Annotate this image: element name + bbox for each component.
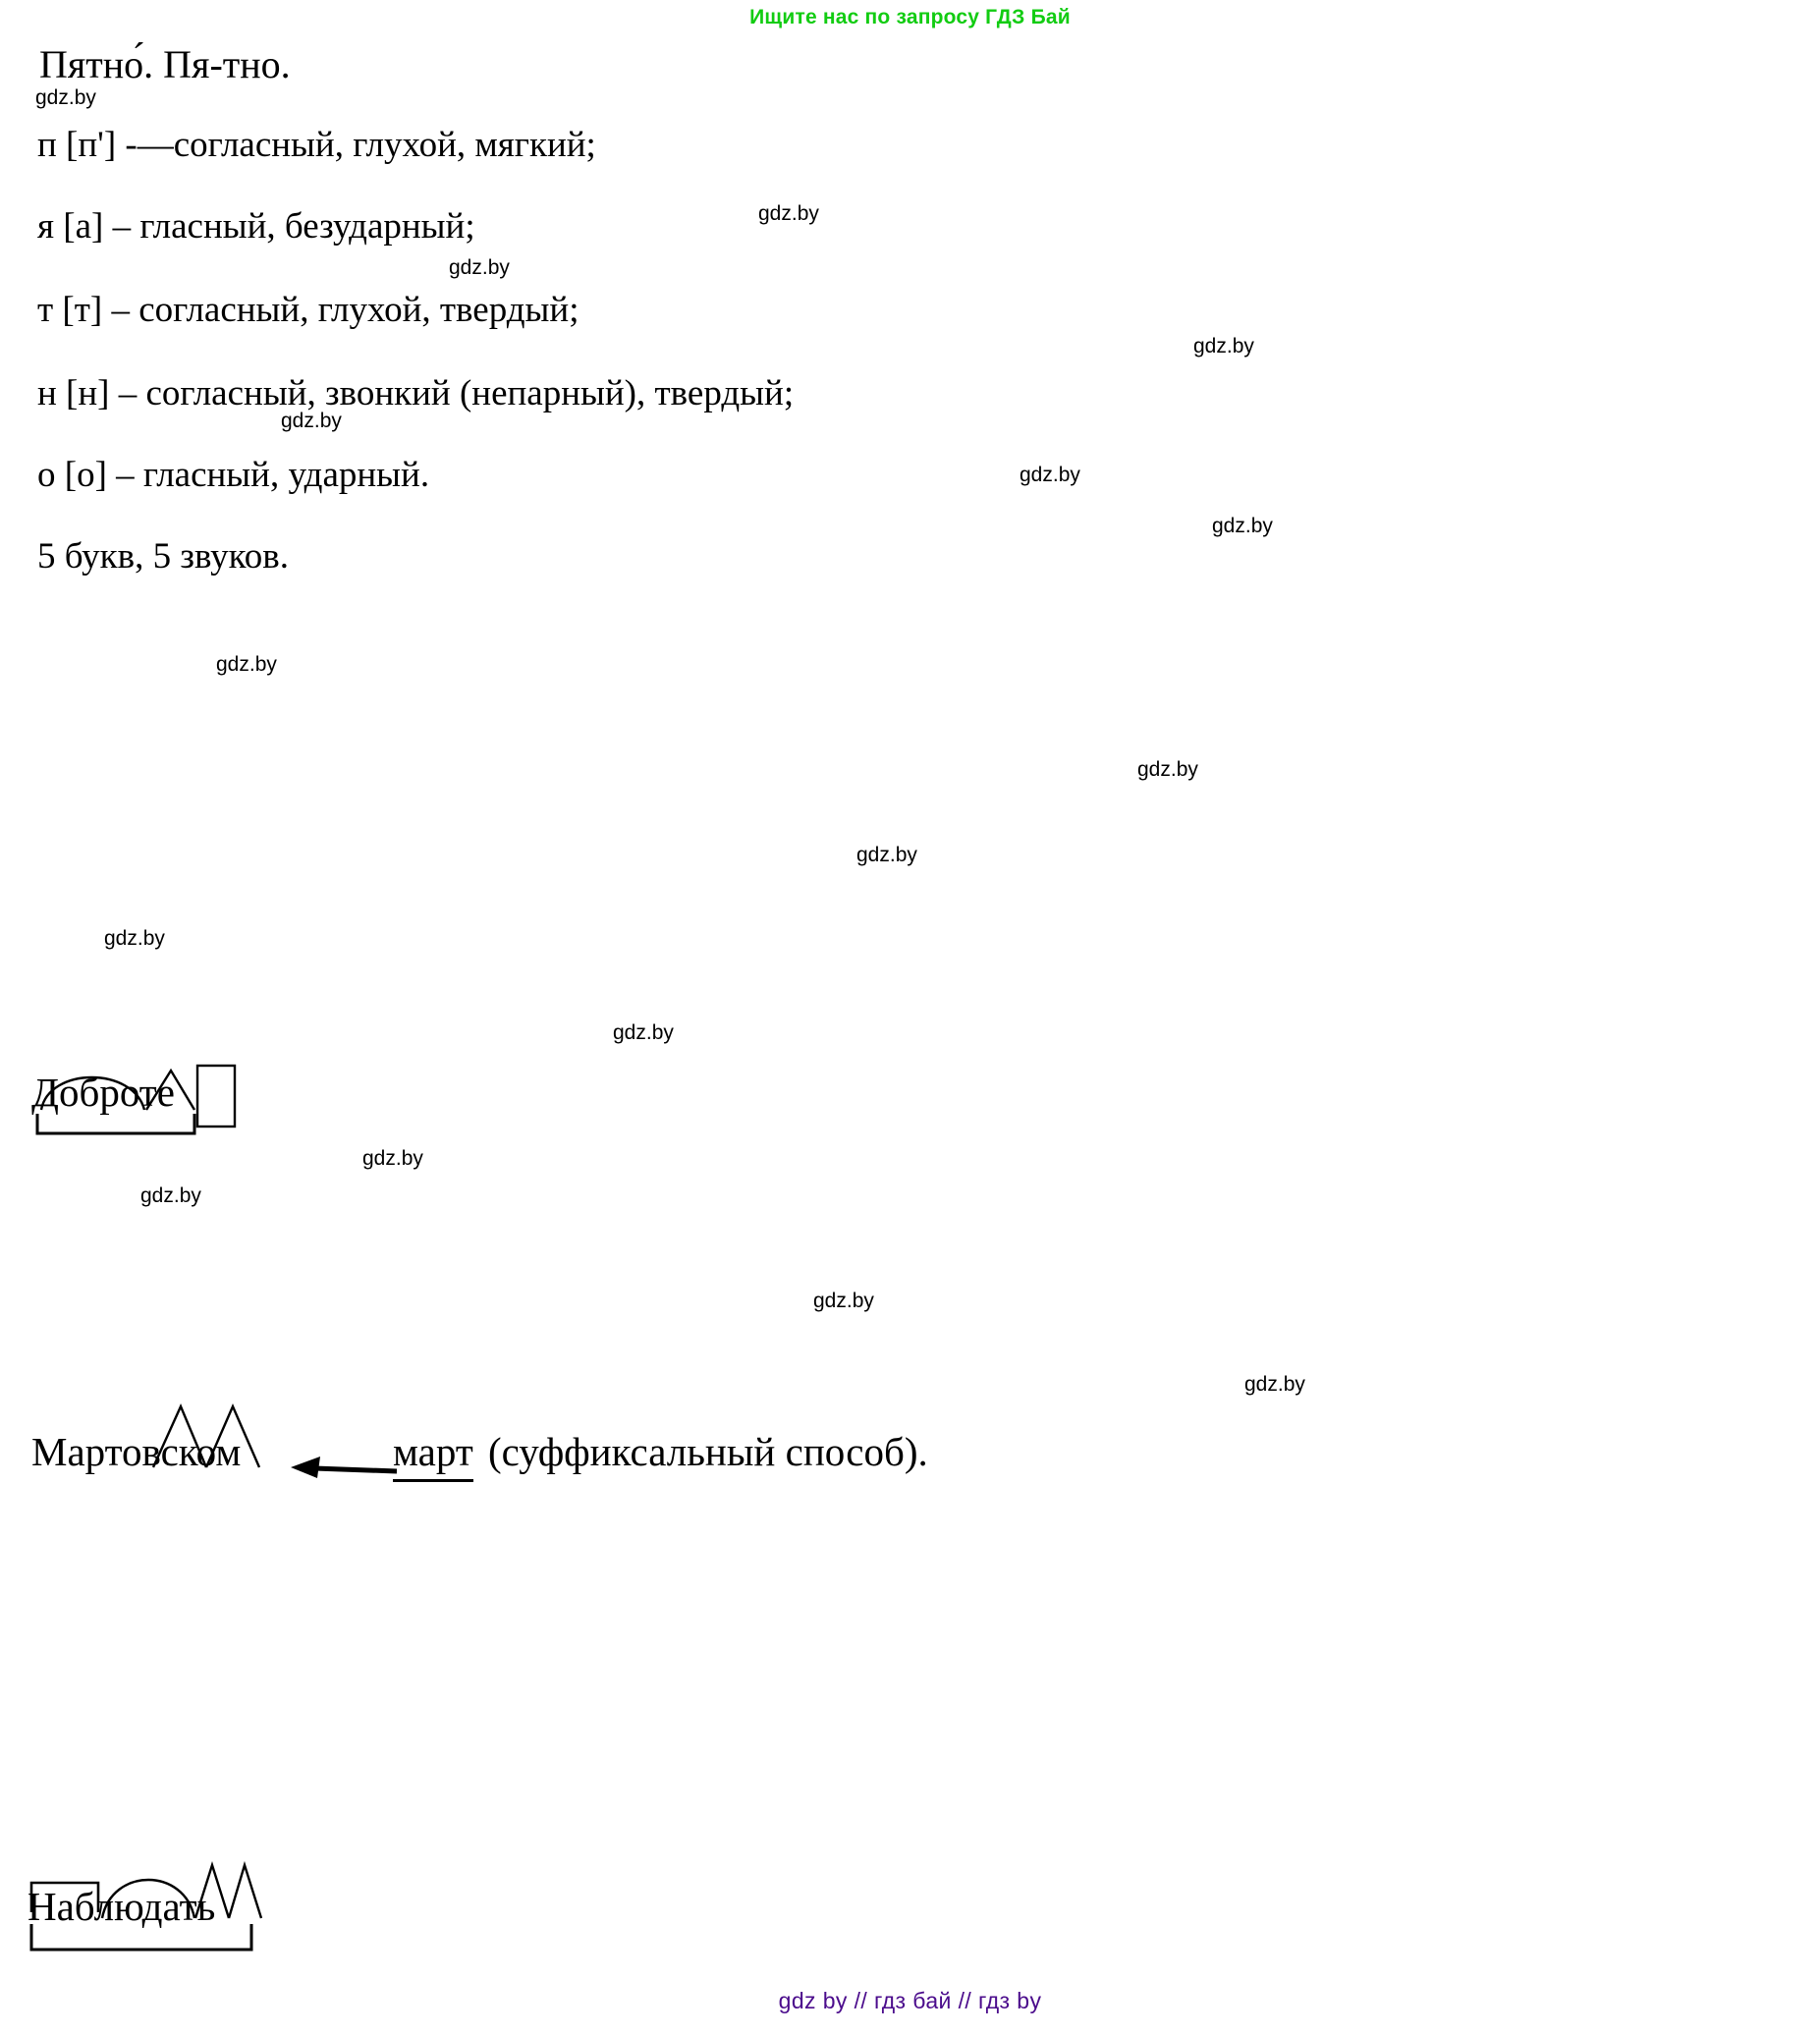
promo-footer-text: gdz by // гдз бай // гдз by	[778, 1988, 1042, 2013]
derivation-note: (суффиксальный способ).	[488, 1429, 928, 1474]
watermark: gdz.by	[813, 1290, 874, 1312]
phonetic-line-5: о [о] – гласный, ударный.	[37, 455, 430, 495]
phonetic-summary: 5 букв, 5 звуков.	[37, 536, 290, 577]
watermark: gdz.by	[216, 653, 277, 676]
suffix-caret-icon-2	[229, 1865, 261, 1918]
morpheme-diagram-nabljudat	[28, 1881, 215, 1932]
watermark: gdz.by	[362, 1147, 423, 1170]
watermark: gdz.by	[35, 86, 96, 109]
watermark: gdz.by	[856, 844, 917, 866]
morpheme-word-martovskom: Мартовском	[31, 1429, 242, 1474]
phonetic-line-1: п [п'] -—согласный, глухой, мягкий;	[37, 125, 596, 165]
ending-box-icon	[197, 1066, 235, 1127]
phonetic-line-3: т [т] – согласный, глухой, твердый;	[37, 290, 579, 330]
watermark: gdz.by	[140, 1184, 201, 1207]
watermark: gdz.by	[1244, 1373, 1305, 1396]
morpheme-diagram-martovskom	[31, 1426, 241, 1477]
morpheme-diagram-dobrote	[31, 1067, 175, 1118]
derivation-source-word: март	[393, 1426, 473, 1482]
watermark: gdz.by	[613, 1021, 674, 1044]
watermark: gdz.by	[449, 256, 510, 279]
promo-header-text: Ищите нас по запросу ГДЗ Бай	[749, 6, 1071, 28]
morpheme-word-dobrote: Доброте	[31, 1070, 175, 1115]
watermark: gdz.by	[1193, 335, 1254, 358]
phonetic-line-2: я [а] – гласный, безударный;	[37, 206, 475, 247]
morpheme-word-nabljudat: Наблюдать	[28, 1884, 216, 1929]
watermark: gdz.by	[1212, 515, 1273, 537]
phonetic-line-4: н [н] – согласный, звонкий (непарный), твердый;	[37, 373, 795, 413]
watermark: gdz.by	[758, 202, 819, 225]
derivation-arrow-icon	[291, 1452, 399, 1485]
watermark: gdz.by	[1137, 758, 1198, 781]
watermark: gdz.by	[1020, 464, 1080, 486]
watermark: gdz.by	[104, 927, 165, 950]
page-title: Пятно́. Пя-тно.	[39, 42, 291, 86]
watermark: gdz.by	[281, 410, 342, 432]
